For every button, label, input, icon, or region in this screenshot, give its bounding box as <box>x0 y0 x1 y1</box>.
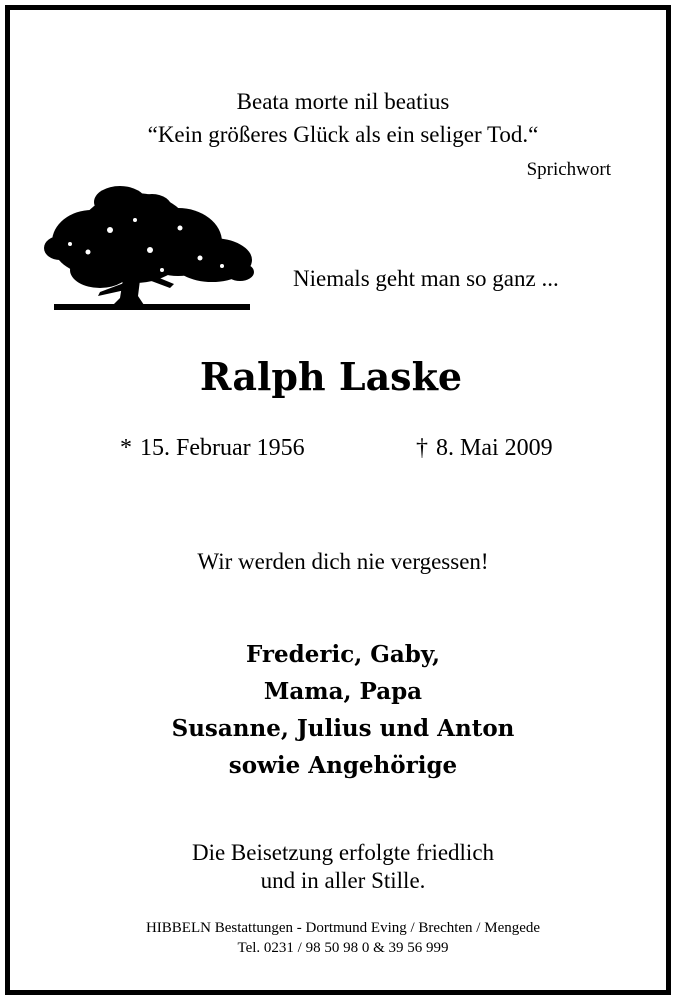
burial-line-2: und in aller Stille. <box>260 868 426 893</box>
tagline: Niemals geht man so ganz ... <box>293 266 559 291</box>
mourner-line: sowie Angehörige <box>228 752 458 779</box>
mourners-list <box>10 636 676 784</box>
death-symbol: † <box>416 435 428 461</box>
death-date: 8. Mai 2009 <box>436 435 553 461</box>
tree-icon <box>40 180 260 318</box>
quote-latin: Beata morte nil beatius <box>236 89 450 114</box>
death-date-line <box>416 434 553 462</box>
undertaker-info: HIBBELN Bestattungen - Dortmund Eving / Brechten / Mengede <box>145 920 541 936</box>
mourner-line: Mama, Papa <box>263 678 423 705</box>
birth-date: 15. Februar 1956 <box>140 435 305 461</box>
memorial-message: Wir werden dich nie vergessen! <box>197 549 489 574</box>
undertaker-phone: Tel. 0231 / 98 50 98 0 & 39 56 999 <box>237 940 449 956</box>
burial-line-1: Die Beisetzung erfolgte friedlich <box>191 840 495 865</box>
quote-source: Sprichwort <box>526 159 611 180</box>
mourner-line: Frederic, Gaby, <box>245 641 441 668</box>
obituary-notice <box>5 5 671 995</box>
deceased-name: Ralph Laske <box>199 354 463 399</box>
quote-german: “Kein größeres Glück als ein seliger Tod.“ <box>147 122 539 147</box>
mourner-line: Susanne, Julius und Anton <box>171 715 515 742</box>
birth-date-line <box>120 434 305 462</box>
birth-symbol: * <box>120 435 132 461</box>
